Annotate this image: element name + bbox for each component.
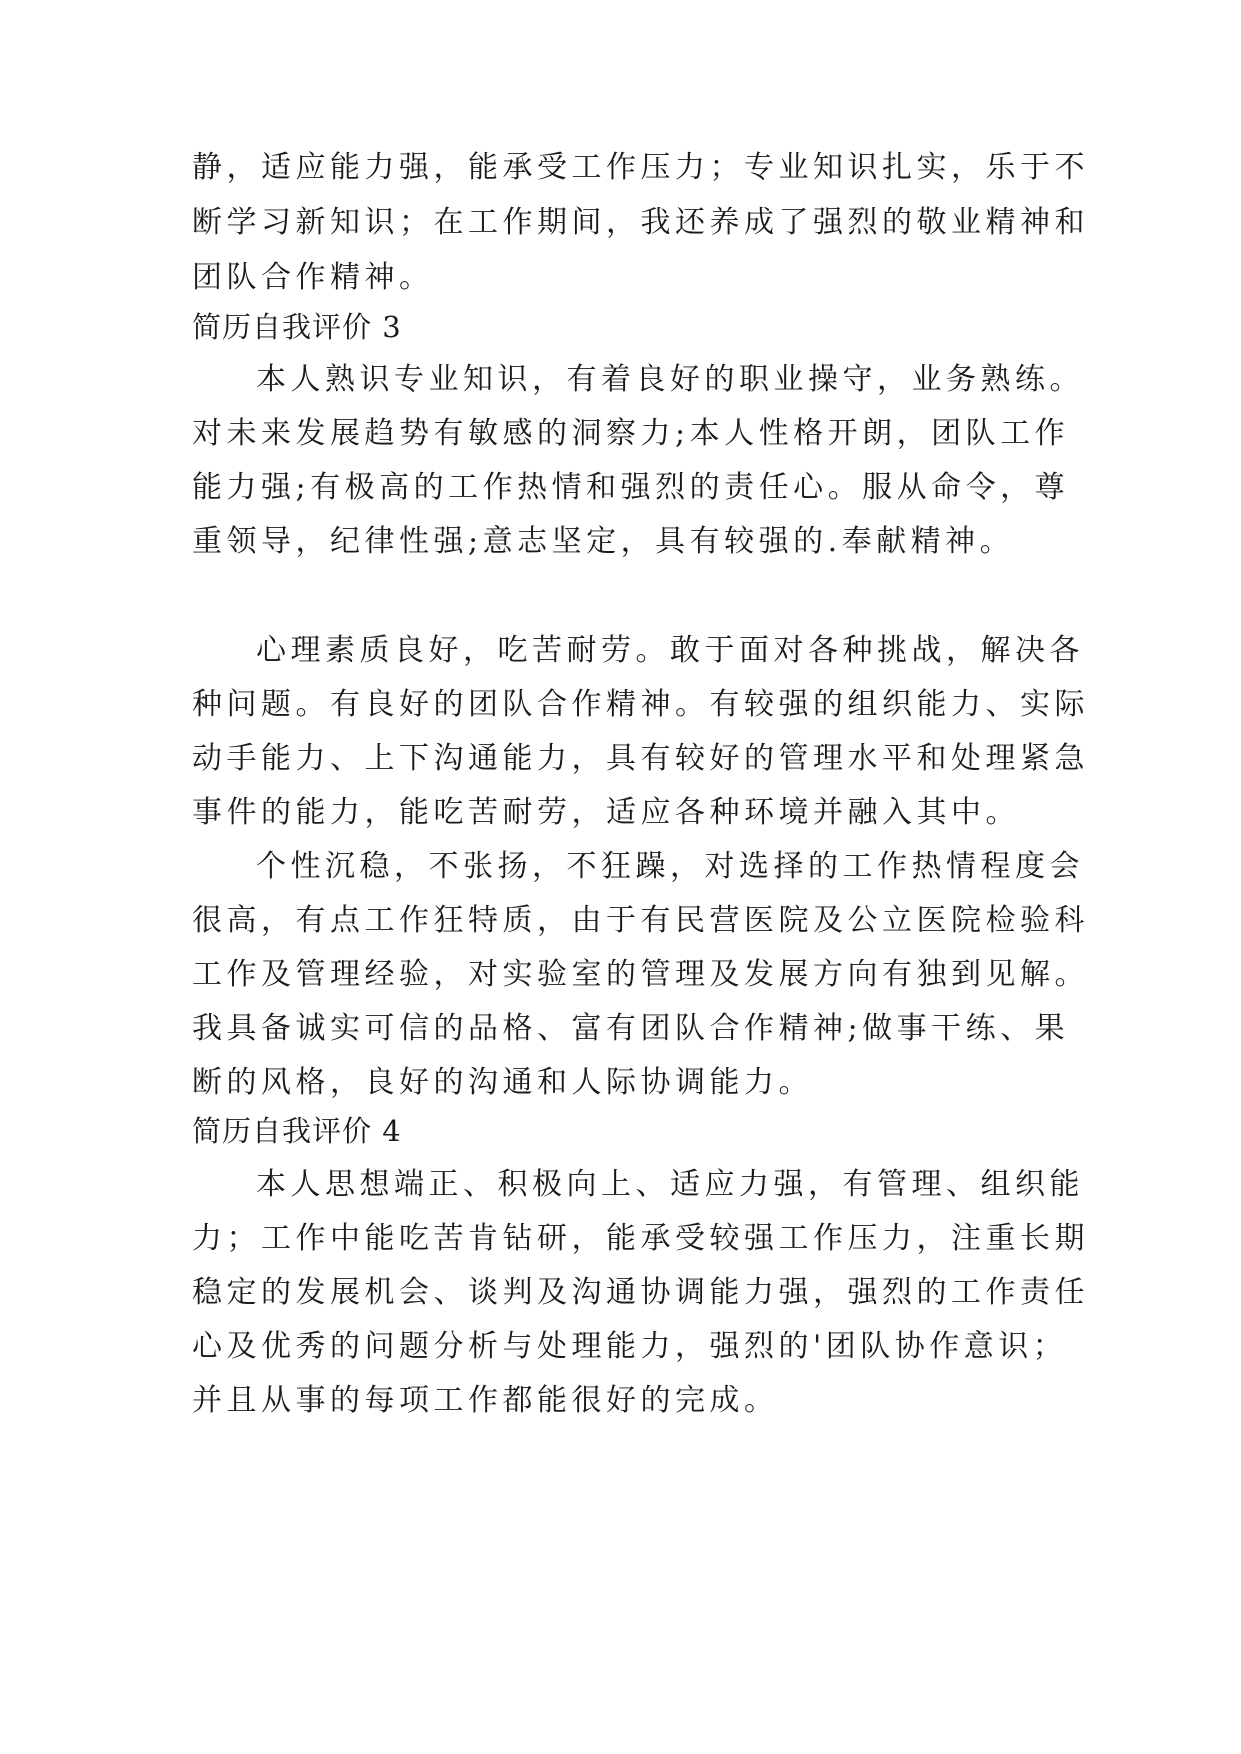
paragraph-line: 并且从事的每项工作都能很好的完成。 xyxy=(192,1383,779,1418)
paragraph-line: 本人熟识专业知识，有着良好的职业操守，业务熟练。 xyxy=(256,362,1084,397)
paragraph-line: 团队合作精神。 xyxy=(192,260,434,295)
section-heading: 简历自我评价 3 xyxy=(192,310,402,344)
paragraph-line: 静，适应能力强，能承受工作压力；专业知识扎实，乐于不 xyxy=(192,150,1089,185)
paragraph-line: 心理素质良好，吃苦耐劳。敢于面对各种挑战，解决各 xyxy=(256,633,1084,668)
paragraph-line: 力；工作中能吃苦肯钻研，能承受较强工作压力，注重长期 xyxy=(192,1221,1089,1256)
paragraph-line: 种问题。有良好的团队合作精神。有较强的组织能力、实际 xyxy=(192,687,1089,722)
paragraph-line: 工作及管理经验，对实验室的管理及发展方向有独到见解。 xyxy=(192,957,1089,992)
paragraph-line: 对未来发展趋势有敏感的洞察力;本人性格开朗，团队工作 xyxy=(192,416,1070,451)
paragraph-line: 重领导，纪律性强;意志坚定，具有较强的.奉献精神。 xyxy=(192,524,1015,559)
paragraph-line: 很高，有点工作狂特质，由于有民营医院及公立医院检验科 xyxy=(192,903,1089,938)
paragraph-line: 心及优秀的问题分析与处理能力，强烈的'团队协作意识； xyxy=(192,1329,1068,1364)
paragraph-line: 事件的能力，能吃苦耐劳，适应各种环境并融入其中。 xyxy=(192,795,1020,830)
paragraph-line: 我具备诚实可信的品格、富有团队合作精神;做事干练、果 xyxy=(192,1011,1070,1046)
paragraph-line: 本人思想端正、积极向上、适应力强，有管理、组织能 xyxy=(256,1167,1084,1202)
paragraph-line: 动手能力、上下沟通能力，具有较好的管理水平和处理紧急 xyxy=(192,741,1089,776)
paragraph-line: 断学习新知识；在工作期间，我还养成了强烈的敬业精神和 xyxy=(192,205,1089,240)
section-heading: 简历自我评价 4 xyxy=(192,1114,402,1148)
paragraph-line: 断的风格，良好的沟通和人际协调能力。 xyxy=(192,1065,813,1100)
paragraph-line: 能力强;有极高的工作热情和强烈的责任心。服从命令，尊 xyxy=(192,470,1070,505)
paragraph-line: 稳定的发展机会、谈判及沟通协调能力强，强烈的工作责任 xyxy=(192,1275,1089,1310)
paragraph-line: 个性沉稳，不张扬，不狂躁，对选择的工作热情程度会 xyxy=(256,849,1084,884)
